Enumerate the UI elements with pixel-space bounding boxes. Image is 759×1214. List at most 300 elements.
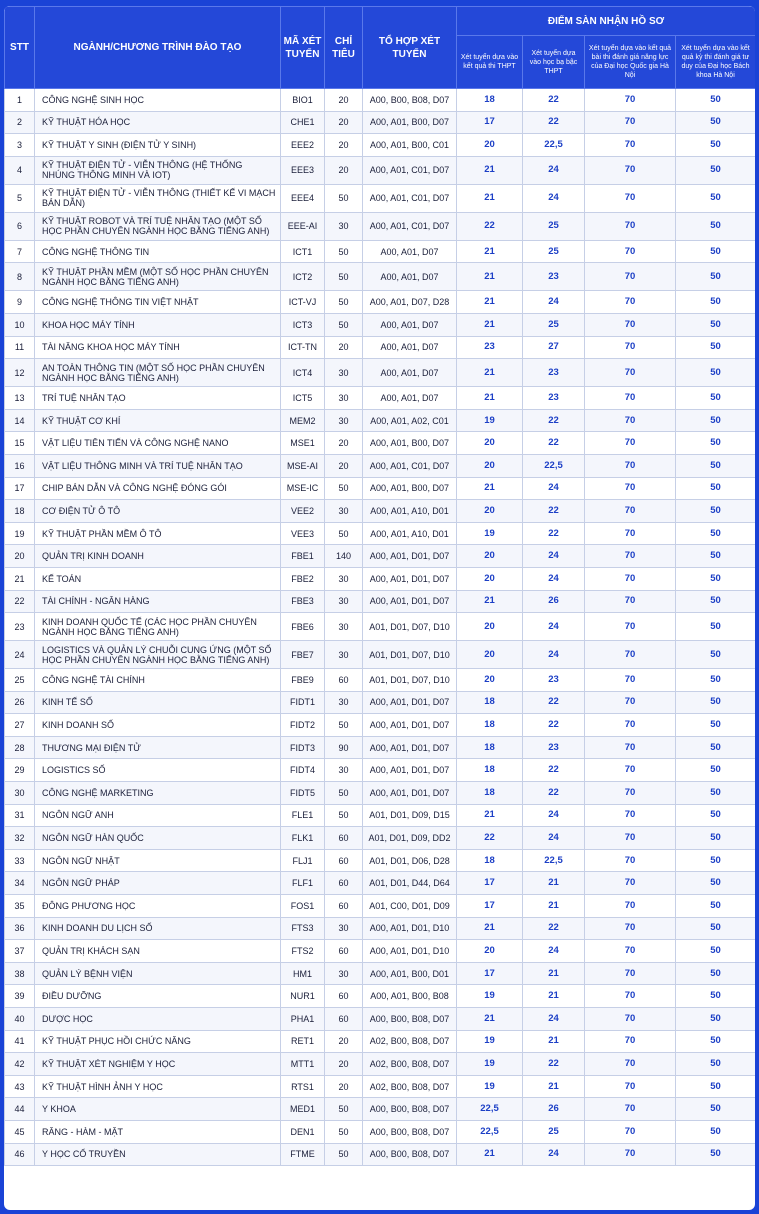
cell-combo: A00, A01, D07 — [363, 313, 457, 336]
cell-quota: 30 — [325, 409, 363, 432]
cell-score-vnu: 70 — [585, 156, 676, 184]
cell-program: QUẢN LÝ BỆNH VIỆN — [35, 962, 281, 985]
cell-score-transcript: 24 — [523, 827, 585, 850]
cell-stt: 9 — [5, 291, 35, 314]
cell-combo: A00, A01, D01, D10 — [363, 917, 457, 940]
cell-program: CÔNG NGHỆ MARKETING — [35, 782, 281, 805]
cell-score-hust: 50 — [676, 545, 756, 568]
cell-combo: A00, A01, A02, C01 — [363, 409, 457, 432]
cell-score-thpt: 21 — [457, 263, 523, 291]
table-row — [5, 387, 756, 410]
table-row — [5, 111, 756, 134]
cell-quota: 60 — [325, 872, 363, 895]
cell-score-hust: 50 — [676, 691, 756, 714]
cell-score-thpt: 19 — [457, 985, 523, 1008]
table-row — [5, 714, 756, 737]
cell-stt: 46 — [5, 1143, 35, 1166]
cell-quota: 30 — [325, 387, 363, 410]
cell-score-vnu: 70 — [585, 827, 676, 850]
cell-score-vnu: 70 — [585, 545, 676, 568]
cell-score-transcript: 24 — [523, 1008, 585, 1031]
cell-score-hust: 50 — [676, 522, 756, 545]
cell-score-hust: 50 — [676, 613, 756, 641]
cell-stt: 2 — [5, 111, 35, 134]
cell-quota: 50 — [325, 1143, 363, 1166]
cell-score-transcript: 27 — [523, 336, 585, 359]
cell-program: CÔNG NGHỆ THÔNG TIN — [35, 240, 281, 263]
cell-code: MSE1 — [281, 432, 325, 455]
cell-score-transcript: 24 — [523, 641, 585, 669]
cell-score-hust: 50 — [676, 240, 756, 263]
cell-program: TRÍ TUỆ NHÂN TẠO — [35, 387, 281, 410]
table-row — [5, 500, 756, 523]
table-row — [5, 240, 756, 263]
cell-score-thpt: 18 — [457, 782, 523, 805]
cell-score-transcript: 22 — [523, 409, 585, 432]
cell-quota: 30 — [325, 613, 363, 641]
cell-score-hust: 50 — [676, 1030, 756, 1053]
cell-combo: A02, B00, B08, D07 — [363, 1053, 457, 1076]
cell-combo: A00, A01, D01, D07 — [363, 545, 457, 568]
table-row — [5, 669, 756, 692]
cell-score-thpt: 23 — [457, 336, 523, 359]
header-quota: CHỈ TIÊU — [325, 7, 363, 89]
cell-program: VẬT LIỆU TIÊN TIẾN VÀ CÔNG NGHỆ NANO — [35, 432, 281, 455]
cell-score-thpt: 19 — [457, 1030, 523, 1053]
cell-score-vnu: 70 — [585, 613, 676, 641]
cell-code: EEE3 — [281, 156, 325, 184]
cell-score-thpt: 20 — [457, 545, 523, 568]
table-row — [5, 477, 756, 500]
cell-code: HM1 — [281, 962, 325, 985]
cell-stt: 26 — [5, 691, 35, 714]
cell-quota: 50 — [325, 263, 363, 291]
cell-code: MED1 — [281, 1098, 325, 1121]
cell-stt: 22 — [5, 590, 35, 613]
cell-quota: 50 — [325, 291, 363, 314]
cell-stt: 36 — [5, 917, 35, 940]
cell-code: ICT-TN — [281, 336, 325, 359]
cell-code: FBE9 — [281, 669, 325, 692]
cell-score-hust: 50 — [676, 359, 756, 387]
cell-score-transcript: 24 — [523, 545, 585, 568]
cell-score-transcript: 24 — [523, 567, 585, 590]
table-row — [5, 263, 756, 291]
table-row — [5, 156, 756, 184]
cell-score-thpt: 17 — [457, 111, 523, 134]
cell-score-vnu: 70 — [585, 567, 676, 590]
cell-score-thpt: 22,5 — [457, 1098, 523, 1121]
cell-code: ICT-VJ — [281, 291, 325, 314]
cell-code: FBE3 — [281, 590, 325, 613]
cell-code: FIDT1 — [281, 691, 325, 714]
cell-score-thpt: 19 — [457, 522, 523, 545]
cell-score-hust: 50 — [676, 313, 756, 336]
cell-stt: 8 — [5, 263, 35, 291]
table-row — [5, 1120, 756, 1143]
cell-quota: 20 — [325, 156, 363, 184]
cell-score-thpt: 21 — [457, 804, 523, 827]
cell-code: EEE2 — [281, 134, 325, 157]
cell-score-transcript: 22 — [523, 782, 585, 805]
cell-score-vnu: 70 — [585, 1075, 676, 1098]
cell-quota: 30 — [325, 590, 363, 613]
cell-score-transcript: 23 — [523, 263, 585, 291]
cell-program: CƠ ĐIỆN TỬ Ô TÔ — [35, 500, 281, 523]
cell-score-vnu: 70 — [585, 409, 676, 432]
cell-score-hust: 50 — [676, 156, 756, 184]
cell-score-transcript: 24 — [523, 804, 585, 827]
cell-code: FTS3 — [281, 917, 325, 940]
cell-combo: A01, D01, D44, D64 — [363, 872, 457, 895]
cell-stt: 27 — [5, 714, 35, 737]
cell-score-hust: 50 — [676, 872, 756, 895]
cell-stt: 43 — [5, 1075, 35, 1098]
cell-score-vnu: 70 — [585, 641, 676, 669]
cell-quota: 20 — [325, 336, 363, 359]
cell-code: NUR1 — [281, 985, 325, 1008]
cell-quota: 50 — [325, 522, 363, 545]
cell-score-transcript: 22,5 — [523, 134, 585, 157]
cell-score-hust: 50 — [676, 940, 756, 963]
cell-score-hust: 50 — [676, 1053, 756, 1076]
cell-score-thpt: 22 — [457, 827, 523, 850]
cell-score-thpt: 18 — [457, 89, 523, 112]
cell-score-transcript: 23 — [523, 387, 585, 410]
cell-combo: A00, A01, D01, D07 — [363, 590, 457, 613]
cell-combo: A00, A01, D01, D07 — [363, 782, 457, 805]
cell-program: KINH TẾ SỐ — [35, 691, 281, 714]
cell-code: MEM2 — [281, 409, 325, 432]
cell-stt: 16 — [5, 454, 35, 477]
cell-stt: 3 — [5, 134, 35, 157]
cell-score-transcript: 21 — [523, 1030, 585, 1053]
cell-score-transcript: 24 — [523, 184, 585, 212]
cell-code: MTT1 — [281, 1053, 325, 1076]
cell-stt: 13 — [5, 387, 35, 410]
table-body — [5, 89, 756, 1166]
cell-score-transcript: 22 — [523, 1053, 585, 1076]
cell-quota: 60 — [325, 849, 363, 872]
cell-quota: 30 — [325, 567, 363, 590]
table-row — [5, 962, 756, 985]
cell-score-thpt: 18 — [457, 736, 523, 759]
cell-quota: 50 — [325, 782, 363, 805]
table-row — [5, 641, 756, 669]
cell-score-vnu: 70 — [585, 240, 676, 263]
cell-score-hust: 50 — [676, 1008, 756, 1031]
cell-quota: 20 — [325, 1053, 363, 1076]
cell-score-hust: 50 — [676, 477, 756, 500]
cell-combo: A00, A01, B00, C01 — [363, 134, 457, 157]
cell-score-hust: 50 — [676, 336, 756, 359]
cell-combo: A01, D01, D07, D10 — [363, 613, 457, 641]
table-row — [5, 1053, 756, 1076]
cell-stt: 29 — [5, 759, 35, 782]
cell-combo: A02, B00, B08, D07 — [363, 1030, 457, 1053]
cell-code: BIO1 — [281, 89, 325, 112]
cell-score-transcript: 25 — [523, 1120, 585, 1143]
cell-score-hust: 50 — [676, 387, 756, 410]
cell-stt: 40 — [5, 1008, 35, 1031]
cell-score-hust: 50 — [676, 759, 756, 782]
cell-combo: A00, A01, B00, B08 — [363, 985, 457, 1008]
cell-stt: 38 — [5, 962, 35, 985]
cell-stt: 12 — [5, 359, 35, 387]
cell-combo: A01, D01, D07, D10 — [363, 641, 457, 669]
table-row — [5, 849, 756, 872]
cell-score-hust: 50 — [676, 714, 756, 737]
cell-stt: 34 — [5, 872, 35, 895]
cell-score-vnu: 70 — [585, 1008, 676, 1031]
cell-score-transcript: 23 — [523, 736, 585, 759]
cell-quota: 50 — [325, 477, 363, 500]
cell-score-hust: 50 — [676, 567, 756, 590]
cell-program: ĐIỀU DƯỠNG — [35, 985, 281, 1008]
cell-score-vnu: 70 — [585, 212, 676, 240]
cell-score-thpt: 18 — [457, 759, 523, 782]
admission-table-frame — [4, 6, 755, 1210]
cell-score-transcript: 22,5 — [523, 454, 585, 477]
cell-score-thpt: 22,5 — [457, 1120, 523, 1143]
cell-program: KỸ THUẬT HÓA HỌC — [35, 111, 281, 134]
cell-code: ICT1 — [281, 240, 325, 263]
cell-stt: 44 — [5, 1098, 35, 1121]
cell-stt: 25 — [5, 669, 35, 692]
cell-combo: A00, A01, D07 — [363, 336, 457, 359]
cell-combo: A00, A01, D07 — [363, 263, 457, 291]
cell-score-thpt: 17 — [457, 962, 523, 985]
cell-combo: A01, D01, D07, D10 — [363, 669, 457, 692]
cell-code: FLE1 — [281, 804, 325, 827]
cell-score-hust: 50 — [676, 454, 756, 477]
cell-quota: 50 — [325, 714, 363, 737]
cell-score-hust: 50 — [676, 804, 756, 827]
cell-score-transcript: 21 — [523, 962, 585, 985]
cell-score-vnu: 70 — [585, 1030, 676, 1053]
cell-score-thpt: 21 — [457, 359, 523, 387]
cell-program: LOGISTICS SỐ — [35, 759, 281, 782]
cell-score-vnu: 70 — [585, 985, 676, 1008]
cell-code: FOS1 — [281, 895, 325, 918]
cell-score-hust: 50 — [676, 895, 756, 918]
cell-code: FIDT5 — [281, 782, 325, 805]
cell-score-transcript: 25 — [523, 240, 585, 263]
cell-quota: 30 — [325, 759, 363, 782]
table-row — [5, 522, 756, 545]
cell-score-thpt: 20 — [457, 454, 523, 477]
table-row — [5, 454, 756, 477]
header-stt: STT — [5, 7, 35, 89]
cell-quota: 30 — [325, 359, 363, 387]
cell-score-hust: 50 — [676, 827, 756, 850]
cell-stt: 45 — [5, 1120, 35, 1143]
cell-program: NGÔN NGỮ ANH — [35, 804, 281, 827]
cell-score-vnu: 70 — [585, 590, 676, 613]
cell-quota: 60 — [325, 827, 363, 850]
cell-stt: 20 — [5, 545, 35, 568]
cell-score-transcript: 22 — [523, 714, 585, 737]
cell-combo: A00, A01, C01, D07 — [363, 454, 457, 477]
table-row — [5, 782, 756, 805]
cell-combo: A02, B00, B08, D07 — [363, 1075, 457, 1098]
cell-combo: A01, D01, D06, D28 — [363, 849, 457, 872]
cell-quota: 50 — [325, 313, 363, 336]
cell-score-vnu: 70 — [585, 134, 676, 157]
table-row — [5, 545, 756, 568]
cell-code: FLJ1 — [281, 849, 325, 872]
cell-program: KẾ TOÁN — [35, 567, 281, 590]
cell-code: CHE1 — [281, 111, 325, 134]
cell-combo: A00, A01, A10, D01 — [363, 522, 457, 545]
cell-combo: A00, A01, B00, D07 — [363, 432, 457, 455]
cell-code: EEE4 — [281, 184, 325, 212]
cell-combo: A00, A01, A10, D01 — [363, 500, 457, 523]
cell-score-transcript: 23 — [523, 359, 585, 387]
cell-score-thpt: 20 — [457, 940, 523, 963]
cell-score-transcript: 25 — [523, 313, 585, 336]
cell-quota: 140 — [325, 545, 363, 568]
table-row — [5, 917, 756, 940]
cell-program: TÀI CHÍNH - NGÂN HÀNG — [35, 590, 281, 613]
cell-quota: 20 — [325, 1075, 363, 1098]
table-row — [5, 89, 756, 112]
cell-score-thpt: 19 — [457, 409, 523, 432]
cell-combo: A00, B00, B08, D07 — [363, 1098, 457, 1121]
cell-code: ICT2 — [281, 263, 325, 291]
table-row — [5, 291, 756, 314]
cell-score-thpt: 21 — [457, 156, 523, 184]
cell-score-transcript: 22 — [523, 522, 585, 545]
cell-quota: 20 — [325, 134, 363, 157]
cell-score-vnu: 70 — [585, 263, 676, 291]
cell-score-transcript: 22,5 — [523, 849, 585, 872]
header-score-group: ĐIỂM SÀN NHẬN HỒ SƠ — [457, 7, 756, 36]
cell-combo: A00, A01, D07, D28 — [363, 291, 457, 314]
cell-quota: 20 — [325, 1030, 363, 1053]
table-row — [5, 759, 756, 782]
cell-program: KỸ THUẬT ĐIỆN TỬ - VIỄN THÔNG (THIẾT KẾ VI MẠCH BÁN DẪN) — [35, 184, 281, 212]
cell-code: FTS2 — [281, 940, 325, 963]
cell-score-hust: 50 — [676, 917, 756, 940]
cell-score-vnu: 70 — [585, 336, 676, 359]
cell-score-transcript: 24 — [523, 940, 585, 963]
cell-score-thpt: 20 — [457, 641, 523, 669]
table-row — [5, 1008, 756, 1031]
table-row — [5, 432, 756, 455]
cell-program: CÔNG NGHỆ SINH HỌC — [35, 89, 281, 112]
cell-stt: 17 — [5, 477, 35, 500]
cell-program: KỸ THUẬT PHẦN MỀM (MỘT SỐ HỌC PHẦN CHUYÊN NGÀNH HỌC BẰNG TIẾNG ANH) — [35, 263, 281, 291]
cell-program: KỸ THUẬT CƠ KHÍ — [35, 409, 281, 432]
cell-score-vnu: 70 — [585, 1120, 676, 1143]
cell-program: KINH DOANH QUỐC TẾ (CÁC HỌC PHẦN CHUYÊN NGÀNH HỌC BẰNG TIẾNG ANH) — [35, 613, 281, 641]
cell-score-hust: 50 — [676, 782, 756, 805]
cell-score-vnu: 70 — [585, 500, 676, 523]
cell-score-vnu: 70 — [585, 759, 676, 782]
cell-score-thpt: 18 — [457, 714, 523, 737]
cell-score-thpt: 21 — [457, 917, 523, 940]
cell-stt: 1 — [5, 89, 35, 112]
cell-stt: 35 — [5, 895, 35, 918]
table-row — [5, 1143, 756, 1166]
cell-stt: 37 — [5, 940, 35, 963]
cell-score-thpt: 19 — [457, 1075, 523, 1098]
cell-score-hust: 50 — [676, 409, 756, 432]
cell-combo: A00, A01, C01, D07 — [363, 156, 457, 184]
cell-stt: 18 — [5, 500, 35, 523]
cell-score-hust: 50 — [676, 184, 756, 212]
cell-score-vnu: 70 — [585, 804, 676, 827]
cell-stt: 6 — [5, 212, 35, 240]
cell-score-vnu: 70 — [585, 432, 676, 455]
table-row — [5, 736, 756, 759]
cell-program: ĐÔNG PHƯƠNG HỌC — [35, 895, 281, 918]
cell-program: LOGISTICS VÀ QUẢN LÝ CHUỖI CUNG ỨNG (MỘT SỐ HỌC PHẦN CHUYÊN NGÀNH HỌC BẰNG TIẾNG ANH) — [35, 641, 281, 669]
cell-code: MSE-AI — [281, 454, 325, 477]
cell-combo: A00, A01, D01, D07 — [363, 714, 457, 737]
cell-score-vnu: 70 — [585, 1098, 676, 1121]
cell-stt: 14 — [5, 409, 35, 432]
cell-score-hust: 50 — [676, 1120, 756, 1143]
cell-score-hust: 50 — [676, 962, 756, 985]
cell-program: KỸ THUẬT ĐIỆN TỬ - VIỄN THÔNG (HỆ THỐNG NHÚNG THÔNG MINH VÀ IOT) — [35, 156, 281, 184]
table-row — [5, 940, 756, 963]
cell-score-transcript: 22 — [523, 917, 585, 940]
cell-code: FBE2 — [281, 567, 325, 590]
cell-combo: A01, C00, D01, D09 — [363, 895, 457, 918]
table-row — [5, 613, 756, 641]
table-row — [5, 691, 756, 714]
cell-score-hust: 50 — [676, 985, 756, 1008]
table-row — [5, 567, 756, 590]
cell-score-transcript: 22 — [523, 500, 585, 523]
cell-score-transcript: 22 — [523, 89, 585, 112]
cell-quota: 30 — [325, 500, 363, 523]
cell-score-thpt: 21 — [457, 477, 523, 500]
cell-combo: A00, A01, C01, D07 — [363, 212, 457, 240]
cell-score-transcript: 24 — [523, 1143, 585, 1166]
cell-quota: 30 — [325, 641, 363, 669]
cell-program: CÔNG NGHỆ THÔNG TIN VIỆT NHẬT — [35, 291, 281, 314]
header-score-vnu: Xét tuyển dựa vào kết quả bài thi đánh giá năng lực của Đại học Quốc gia Hà Nội — [585, 36, 676, 89]
cell-score-transcript: 24 — [523, 477, 585, 500]
cell-score-thpt: 20 — [457, 432, 523, 455]
cell-program: KINH DOANH DU LỊCH SỐ — [35, 917, 281, 940]
cell-stt: 41 — [5, 1030, 35, 1053]
cell-code: ICT5 — [281, 387, 325, 410]
cell-score-hust: 50 — [676, 669, 756, 692]
cell-score-transcript: 24 — [523, 156, 585, 184]
cell-combo: A00, A01, D01, D10 — [363, 940, 457, 963]
cell-score-thpt: 17 — [457, 895, 523, 918]
cell-score-thpt: 20 — [457, 567, 523, 590]
cell-stt: 11 — [5, 336, 35, 359]
cell-quota: 60 — [325, 895, 363, 918]
cell-score-transcript: 26 — [523, 590, 585, 613]
header-combo: TỔ HỢP XÉT TUYỂN — [363, 7, 457, 89]
cell-score-thpt: 21 — [457, 590, 523, 613]
cell-stt: 5 — [5, 184, 35, 212]
cell-code: FIDT4 — [281, 759, 325, 782]
cell-quota: 30 — [325, 212, 363, 240]
cell-combo: A00, A01, B00, D07 — [363, 111, 457, 134]
cell-score-vnu: 70 — [585, 849, 676, 872]
cell-combo: A01, D01, D09, D15 — [363, 804, 457, 827]
table-row — [5, 590, 756, 613]
cell-combo: A00, A01, B00, D01 — [363, 962, 457, 985]
cell-score-thpt: 19 — [457, 1053, 523, 1076]
